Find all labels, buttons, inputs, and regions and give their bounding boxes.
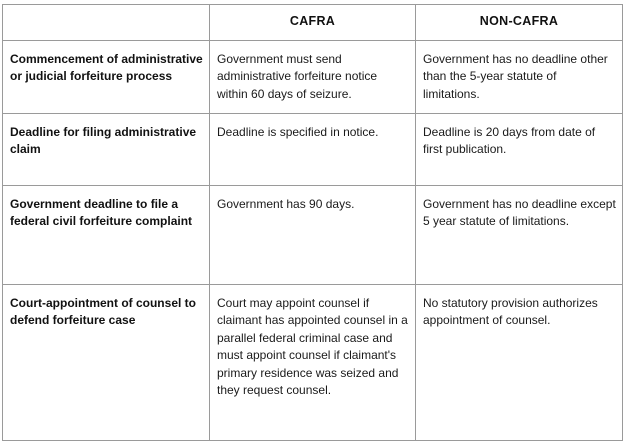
table-row <box>3 114 623 186</box>
table-row <box>3 186 623 285</box>
non-cafra-cell-complaint-deadline: Government has no deadline except 5 year statute of limitations. <box>416 186 623 285</box>
cafra-cell-claim-deadline: Deadline is specified in notice. <box>210 114 416 186</box>
table-header-row <box>3 5 623 41</box>
header-empty-cell <box>3 5 210 41</box>
header-non-cafra-text: NON-CAFRA <box>479 13 559 28</box>
non-cafra-cell-counsel: No statutory provision authorizes appointment of counsel. <box>416 285 623 441</box>
cafra-cell-counsel: Court may appoint counsel if claimant has appointed counsel in a parallel federal criminal case and must appoint counsel if claimant's primary residence was seized and they request counsel. <box>210 285 416 441</box>
table-row <box>3 285 623 441</box>
cafra-cell-commencement: Government must send administrative forfeiture notice within 60 days of seizure. <box>210 41 416 114</box>
non-cafra-cell-commencement: Government has no deadline other than the 5-year statute of limitations. <box>416 41 623 114</box>
header-non-cafra <box>416 5 623 41</box>
non-cafra-cell-claim-deadline: Deadline is 20 days from date of first publication. <box>416 114 623 186</box>
comparison-table <box>2 4 623 441</box>
header-cafra-text: CAFRA <box>289 13 336 28</box>
header-cafra <box>210 5 416 41</box>
row-label-commencement: Commencement of administrative or judicial forfeiture process <box>3 41 210 114</box>
row-label-claim-deadline: Deadline for filing administrative claim <box>3 114 210 186</box>
table-row <box>3 41 623 114</box>
row-label-counsel: Court-appointment of counsel to defend forfeiture case <box>3 285 210 441</box>
cafra-cell-complaint-deadline: Government has 90 days. <box>210 186 416 285</box>
row-label-complaint-deadline: Government deadline to file a federal civil forfeiture complaint <box>3 186 210 285</box>
